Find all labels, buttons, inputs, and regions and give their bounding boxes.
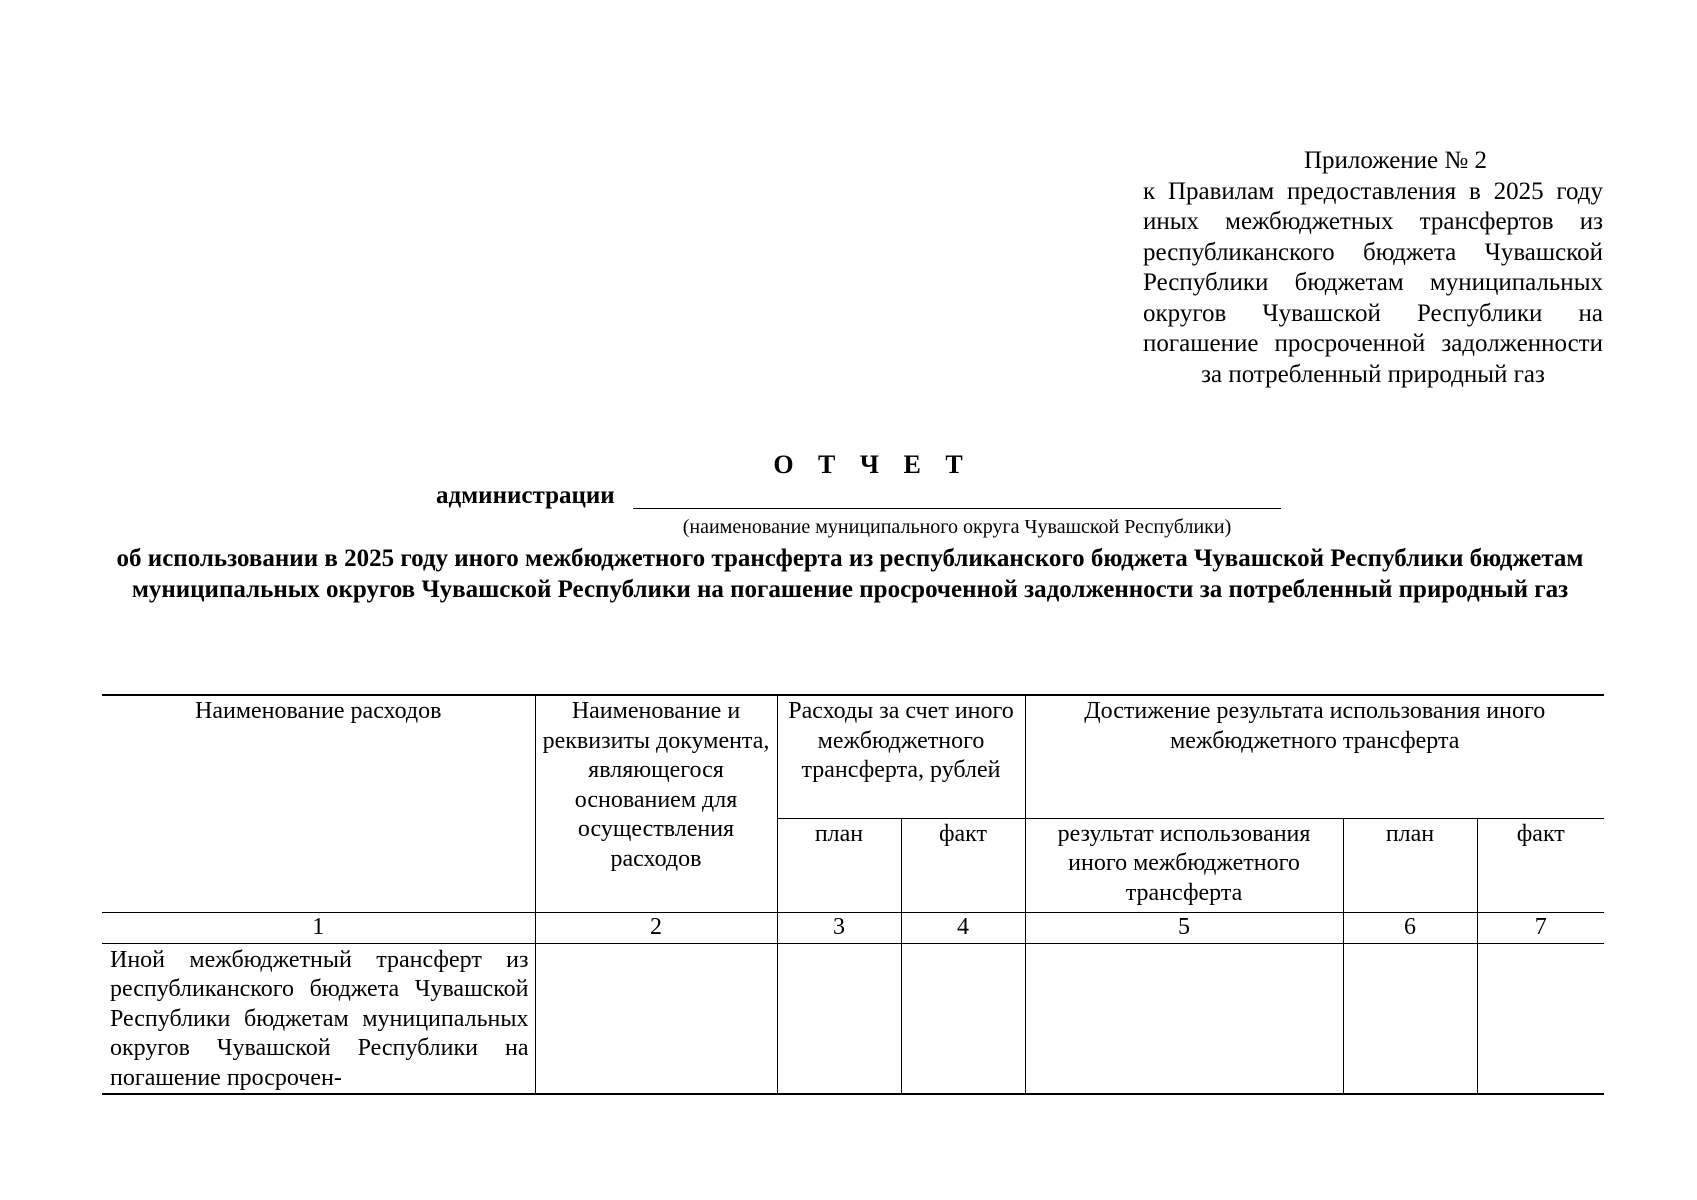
row-result-fact — [1477, 943, 1604, 1094]
column-number: 6 — [1343, 912, 1477, 943]
appendix-block — [1143, 146, 1603, 390]
column-number: 5 — [1025, 912, 1343, 943]
column-number: 7 — [1477, 912, 1604, 943]
row-fact — [901, 943, 1025, 1094]
header-expense-name: Наименование расходов — [102, 695, 535, 912]
row-document — [535, 943, 777, 1094]
admin-name-caption: (наименование муниципального округа Чувашской Республики) — [682, 516, 1232, 538]
column-number: 1 — [102, 912, 535, 943]
report-table — [102, 694, 1604, 1095]
header-result-group: Достижение результата использования иного межбюджетного трансферта — [1025, 695, 1604, 818]
appendix-number: Приложение № 2 — [1303, 147, 1488, 174]
row-result — [1025, 943, 1343, 1094]
table-row — [102, 943, 1604, 1094]
header-result-plan: план — [1343, 818, 1477, 912]
column-number: 4 — [901, 912, 1025, 943]
header-result-fact: факт — [1477, 818, 1604, 912]
appendix-text: к Правилам предоставления в 2025 году иных межбюджетных трансфертов из республиканского бюджета Чувашской Республики бюджетам муниципальных округов Чувашской Республики на погашение просроченной задолженности за потребленный природный газ — [1143, 177, 1603, 388]
header-result: результат использования иного межбюджетного трансферта — [1025, 818, 1343, 912]
report-title: О Т Ч Е Т — [773, 450, 972, 479]
header-expenses-group: Расходы за счет иного межбюджетного трансферта, рублей — [777, 695, 1025, 818]
column-number: 2 — [535, 912, 777, 943]
header-document: Наименование и реквизиты документа, являющегося основанием для осуществления расходов — [535, 695, 777, 912]
column-number: 3 — [777, 912, 901, 943]
header-fact: факт — [901, 818, 1025, 912]
report-subject: об использовании в 2025 году иного межбюджетного трансферта из республиканского бюджета Чувашской Республики бюджетам муниципальных округов Чувашской Республики на погашение просроченной задолженности за потребленный природный газ — [116, 545, 1584, 603]
row-expense-name: Иной межбюджетный трансферт из республиканского бюджета Чувашской Республики бюджетам муниципальных округов Чувашской Республики на погашение просрочен- — [102, 943, 535, 1094]
row-plan — [777, 943, 901, 1094]
admin-label: администрации — [436, 482, 615, 509]
row-result-plan — [1343, 943, 1477, 1094]
admin-name-underline — [633, 508, 1281, 509]
header-plan: план — [777, 818, 901, 912]
